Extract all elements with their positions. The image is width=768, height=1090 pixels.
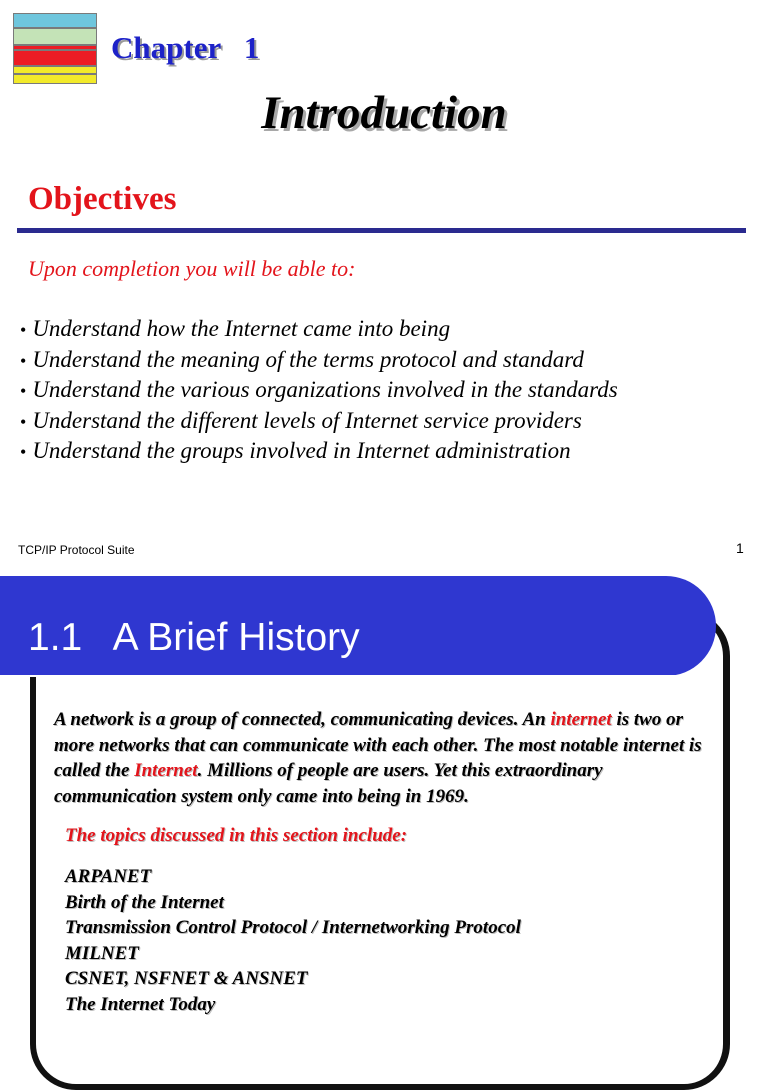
list-item-text: Understand the various organizations involved in the standards xyxy=(32,377,618,402)
bullet-icon: • xyxy=(20,381,27,401)
section-title: 1.1 A Brief History xyxy=(28,616,360,659)
stripe-green xyxy=(13,28,97,45)
stripe-yellow-bottom xyxy=(13,74,97,84)
slide-title: Introduction xyxy=(261,87,507,139)
list-item xyxy=(20,375,618,406)
stripe-red-wide xyxy=(13,50,97,66)
list-item xyxy=(20,406,618,437)
stripe-yellow xyxy=(13,66,97,74)
list-item: MILNET xyxy=(65,942,139,964)
list-item xyxy=(20,345,618,376)
intro-line: Upon completion you will be able to: xyxy=(28,256,356,281)
term-Internet: Internet xyxy=(134,760,198,781)
slide-2 xyxy=(0,570,768,1024)
list-item: The Internet Today xyxy=(65,993,216,1015)
list-item: CSNET, NSFNET & ANSNET xyxy=(65,968,308,989)
banner-underline xyxy=(0,675,680,677)
paragraph-text: A network is a group of connected, communicating devices. An xyxy=(54,709,551,730)
bullet-icon: • xyxy=(20,350,27,371)
list-item xyxy=(20,314,618,345)
paragraph-text: . Millions of people are users. Yet this extraordinary communication system only came into being in 1969. xyxy=(54,760,603,807)
list-item-text: Understand the groups involved in Internet administration xyxy=(32,438,571,463)
list-item: Transmission Control Protocol / Internetworking Protocol xyxy=(65,917,521,938)
list-item: ARPANET xyxy=(65,866,152,887)
term-internet: internet xyxy=(550,709,612,730)
paragraph-text: is two or more networks that can communicate with each other. The most notable internet is called the xyxy=(54,709,702,781)
color-stripes-logo xyxy=(13,13,97,84)
bullet-icon: • xyxy=(20,411,27,432)
bullet-icon: • xyxy=(20,320,27,340)
bullet-icon: • xyxy=(20,442,27,462)
chapter-label: Chapter 1 xyxy=(111,30,260,65)
stripe-cyan xyxy=(13,13,97,28)
page-number: 1 xyxy=(736,540,744,556)
list-item-text: Understand the meaning of the terms protocol and standard xyxy=(32,346,584,372)
divider xyxy=(17,228,746,233)
objectives-heading: Objectives xyxy=(28,181,177,217)
history-paragraph xyxy=(54,707,714,809)
footer-title: TCP/IP Protocol Suite xyxy=(18,543,135,557)
topics-list xyxy=(65,864,521,1017)
content-frame xyxy=(30,610,730,1090)
topics-heading: The topics discussed in this section include: xyxy=(65,825,408,846)
list-item xyxy=(20,436,618,467)
list-item-text: Understand the different levels of Internet service providers xyxy=(32,407,582,433)
section-banner xyxy=(0,576,716,676)
list-item-text: Understand how the Internet came into being xyxy=(32,316,451,341)
objectives-list xyxy=(20,314,618,467)
list-item: Birth of the Internet xyxy=(65,891,224,913)
